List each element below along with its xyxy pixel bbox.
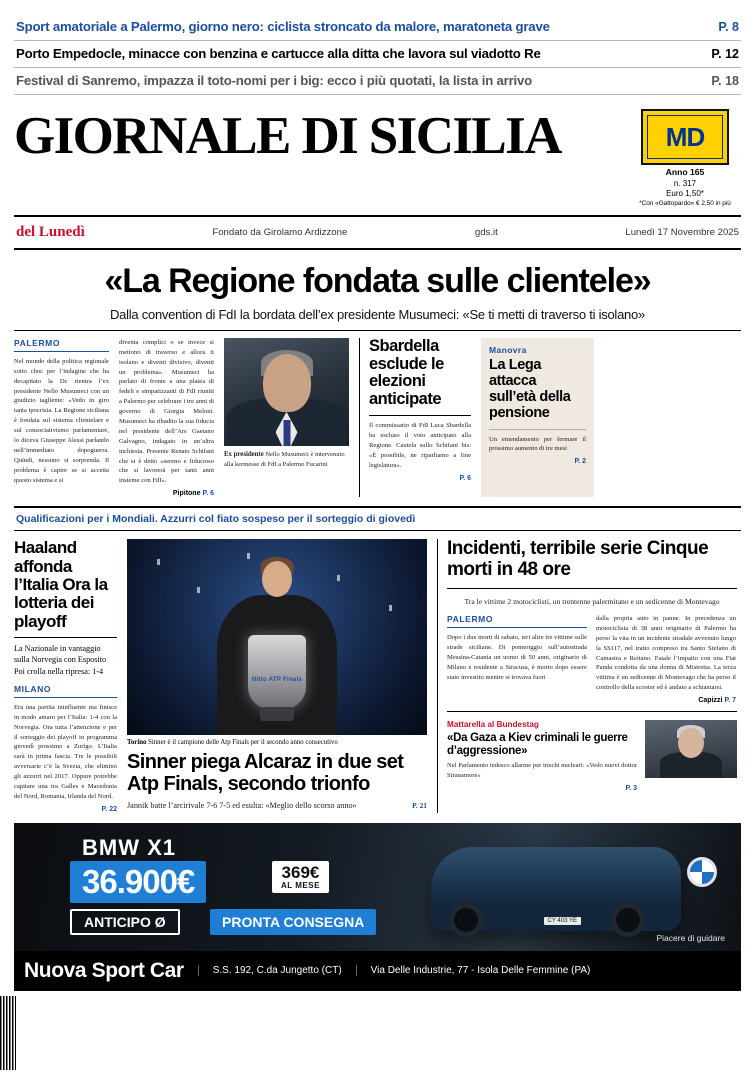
haaland-divider [14, 637, 117, 638]
confetti [247, 553, 250, 559]
kicker-milano: MILANO [14, 684, 117, 698]
ad-anticipo: ANTICIPO Ø [70, 909, 180, 935]
kicker-manovra: Manovra [489, 344, 527, 355]
ad-wheel-shape [611, 903, 645, 937]
edition-label: del Lunedì [16, 223, 85, 240]
teaser-text: Festival di Sanremo, impazza il toto-nomi per i big: ecco i più quotati, la lista in arrivo [16, 73, 532, 88]
photo-tie-shape [283, 420, 290, 446]
kicker-mattarella: Mattarella al Bundestag [447, 720, 539, 730]
sinner-sub-row [127, 801, 427, 810]
story-body: diventa complici o se invece si mettono di traverso e allora ti isolano e diventi divisivo, diventi un problema». Musumeci ha parlato di fronte a una platea di fedeli e simpatizzanti di FdI riuniti a Palermo per celebrare i tre anni di governo di Giorgia Meloni. Musumeci ha ribadito la sua fiducia nel presidente dell’Ars Gaetano Galvagno, indagato in un’altra inchiesta. Presente Renato Schifani che si è detto «sereno e fiducioso che si lavorerà per tanti anni insieme con FdI». [119, 338, 214, 485]
incidenti-body-a: Dopo i due morti di sabato, ieri altre tre vittime sulle strade siciliane. Di pomeriggio sull’autostrada Messina-Catania un uomo di 50 anni, originario di Milano e residente a Siracusa, è morto dopo essere stato investito mentre si trovava fuori [447, 633, 587, 681]
incidenti-author: Capizzi [698, 697, 723, 705]
teaser-item[interactable] [14, 41, 741, 68]
teaser-list [14, 0, 741, 95]
confetti [157, 559, 160, 565]
page-title: «La Regione fondata sulle clientele» [104, 261, 651, 300]
ad-plate: CY 403 YE [544, 917, 581, 925]
incidenti-headline: Incidenti, terribile serie Cinque morti in 48 ore [447, 538, 709, 581]
newspaper-title: GIORNALE DI SICILIA [14, 107, 561, 165]
sbardella-body: Il commissario di FdI Luca Sbardella ha escluso il voto anticipato alla Regione. Cautela sullo Schifani bis: «È possibile, ne riparliamo a fine legislatura». [369, 422, 471, 469]
dealer-bar[interactable] [14, 951, 741, 991]
photo-head-shape [263, 354, 311, 412]
numero: n. 317 [673, 178, 697, 188]
manovra-headline: La Lega attacca sull’età della pensione [489, 356, 571, 421]
story-column-1 [14, 338, 109, 497]
ad-monthly-label: AL MESE [281, 880, 320, 890]
masthead-right [629, 105, 741, 209]
ad-monthly-value: 369€ [281, 862, 320, 882]
teaser-text: Porto Empedocle, minacce con benzina e cartucce alla ditta che lavora sul viadotto Re [16, 46, 541, 61]
mattarella-headline: «Da Gaza a Kiev criminali le guerre d’aggressione» [447, 732, 628, 757]
mattarella-body: Nel Parlamento tedesco allarme per irischi nucleari: «Vedo nuovi dottor Stranamore» [447, 762, 637, 780]
teaser-item[interactable] [14, 68, 741, 95]
photo-musumeci [224, 338, 349, 446]
story-column-sbardella [359, 338, 471, 497]
confetti [197, 587, 200, 593]
haaland-byline [14, 806, 117, 813]
kicker-palermo: PALERMO [14, 338, 109, 352]
prezzo: Euro 1,50* [666, 189, 704, 199]
photo-credit: Fucarini [305, 460, 328, 468]
masthead [14, 95, 741, 209]
anno: Anno 165 [665, 167, 705, 177]
manovra-page: P. 2 [574, 458, 586, 466]
photo-head-shape [678, 728, 704, 758]
edition-info [629, 165, 741, 209]
photo-head-shape [262, 561, 292, 597]
photo-caption-text: Nello Musumeci è intervenuto alla kermesse di FdI a Palermo [224, 450, 345, 468]
manovra-divider [489, 429, 586, 430]
kicker-palermo-2: PALERMO [447, 614, 587, 628]
trophy-shape [248, 635, 306, 709]
info-row [14, 217, 741, 250]
founder-label: Fondato da Girolamo Ardizzone [212, 226, 348, 238]
trophy-base-shape [260, 707, 294, 721]
teaser-page: P. 18 [711, 74, 739, 88]
dealer-address-2: Via Delle Industrie, 77 - Isola Delle Femmine (PA) [356, 965, 591, 976]
mattarella-block [447, 720, 737, 792]
incidenti-column [437, 539, 737, 813]
incidenti-page: P. 7 [724, 697, 736, 705]
sinner-column [127, 539, 427, 813]
incidenti-body-b: dalla propria auto in panne. In precedenza un motociclista di 38 anni originario di Palermo ha perso la vita in un incidente stradale avvenuto lungo la SS117, nel tratto compreso tra Santo Stefano di Camastra e Reitano. Fatale l’impatto con una Fiat Panda condotta da una donna di Mistretta. La terza vittima è un sedicenne di Montevago che ha perso il controllo della scooter ed è andato a schiantarsi. [596, 614, 736, 692]
byline [119, 490, 214, 497]
mattarella-divider [447, 711, 737, 712]
photo-sinner [127, 539, 427, 735]
story-column-2 [119, 338, 214, 497]
sport-left-column [14, 539, 117, 813]
teaser-page: P. 8 [718, 20, 739, 34]
story-body: Nel mondo della politica regionale sotto choc per l’indagine che ha decapitato la Dc rientra l’ex presidente Nello Musumeci con un giudizio tagliente: «Vedo in giro tanta ipocrisia. La Regione siciliana è fondata sul sistema clientelare e sul consociativismo parlamentare, lo diceva Giuseppe Alessi parlando nell’immediato dopoguerra. Quindi, nessuno si sorprenda. Il problema è capire se si accetta questo sistema e si [14, 357, 109, 484]
dealer-address-1: S.S. 192, C.da Jungetto (CT) [198, 965, 342, 976]
photo-caption [224, 450, 349, 469]
confetti [337, 575, 340, 581]
sinner-sub: Jannik batte l’arcirivale 7-6 7-5 ed esulta: «Meglio dello scorso anno» [127, 801, 357, 811]
manovra-byline [489, 458, 586, 465]
barcode [0, 996, 16, 1070]
sinner-photo-caption [127, 739, 427, 746]
incidenti-intro: Tra le vittime 2 motociclisti, un trentenne palermitano e un sedicenne di Montevago [464, 596, 720, 606]
sport-strip: Qualificazioni per i Mondiali. Azzurri col fiato sospeso per il sorteggio di giovedì [14, 506, 741, 531]
haaland-headline: Haaland affonda l’Italia Ora la lotteria dei playoff [14, 538, 108, 631]
haaland-page: P. 22 [101, 805, 117, 813]
sinner-page: P. 21 [412, 801, 427, 811]
sinner-caption-lead: Torino [127, 739, 147, 747]
date-label: Lunedì 17 Novembre 2025 [625, 226, 739, 238]
website-label[interactable]: gds.it [474, 226, 498, 238]
byline-page: P. 6 [202, 490, 214, 498]
sbardella-headline: Sbardella esclude le elezioni anticipate [369, 336, 444, 409]
photo-caption-lead: Ex presidente [224, 450, 264, 458]
mattarella-byline [447, 785, 637, 792]
incidenti-col-a [447, 614, 587, 704]
sinner-headline: Sinner piega Alcaraz in due set Atp Finals, secondo trionfo [127, 751, 404, 795]
ad-claim: Piacere di guidare [656, 932, 725, 943]
incidenti-col-b [596, 614, 736, 704]
story-column-manovra [481, 338, 594, 497]
top-story-block [14, 331, 741, 497]
md-logo-text: MD [665, 121, 705, 152]
story-column-photo [224, 338, 349, 497]
incidenti-body-cols [447, 614, 737, 704]
confetti [389, 605, 392, 611]
prezzo-nota: *Con «Gattopardo» € 2,50 in più [639, 200, 731, 208]
md-logo [641, 109, 729, 165]
mattarella-text [447, 720, 637, 792]
lower-grid [14, 531, 741, 813]
photo-mattarella [645, 720, 737, 778]
mattarella-page: P. 3 [625, 785, 637, 793]
haaland-body: Era una partita ininfluente ma finisce in modo amaro per l’Italia: 1-4 con la Norvegia. Ora tutta l’attenzione e per il sorteggio dei playoff in programma giovedì prossimo a Zurigo. L’Italia sarà in prima fascia. Tre le possibili avversarie c’è la Svezia, che eliminò gli azzurri nel 2017. Oppure potrebbe capitare una tra Galles e Macedonia del Nord, Romania, Irlanda del Nord. [14, 703, 117, 800]
ad-pronta-consegna: PRONTA CONSEGNA [210, 909, 376, 935]
sbardella-page: P. 6 [459, 474, 471, 482]
incidenti-divider [447, 588, 737, 589]
manovra-body: Un emendamento per fermare il prossimo aumento di tre mesi [489, 435, 586, 453]
teaser-page: P. 12 [711, 47, 739, 61]
main-subhead: Dalla convention di FdI la bordata dell’ex presidente Musumeci: «Se ti metti di traverso ti isolano» [109, 306, 645, 322]
incidenti-byline [596, 697, 736, 704]
trophy-label: Nitto ATP Finals [251, 677, 303, 684]
sinner-caption-text: Sinner è il campione delle Atp Finals per il secondo anno consecutivo [148, 739, 338, 747]
dealer-name: Nuova Sport Car [24, 958, 184, 982]
ad-price: 36.900€ [70, 861, 206, 903]
bmw-logo-icon [687, 857, 717, 887]
sbardella-byline [369, 475, 471, 482]
byline-author: Pipitone [172, 490, 201, 498]
haaland-lead: La Nazionale in vantaggio sulla Norvegia con Esposito Poi crolla nella ripresa: 1-4 [14, 643, 107, 676]
teaser-text: Sport amatoriale a Palermo, giorno nero: ciclista stroncato da malore, maratoneta grave [16, 19, 550, 34]
teaser-item[interactable] [14, 14, 741, 41]
advertisement-bmw[interactable] [14, 823, 741, 951]
ad-wheel-shape [449, 903, 483, 937]
sbardella-divider [369, 415, 471, 416]
ad-monthly [272, 861, 329, 893]
ad-brand: BMW X1 [82, 834, 176, 860]
